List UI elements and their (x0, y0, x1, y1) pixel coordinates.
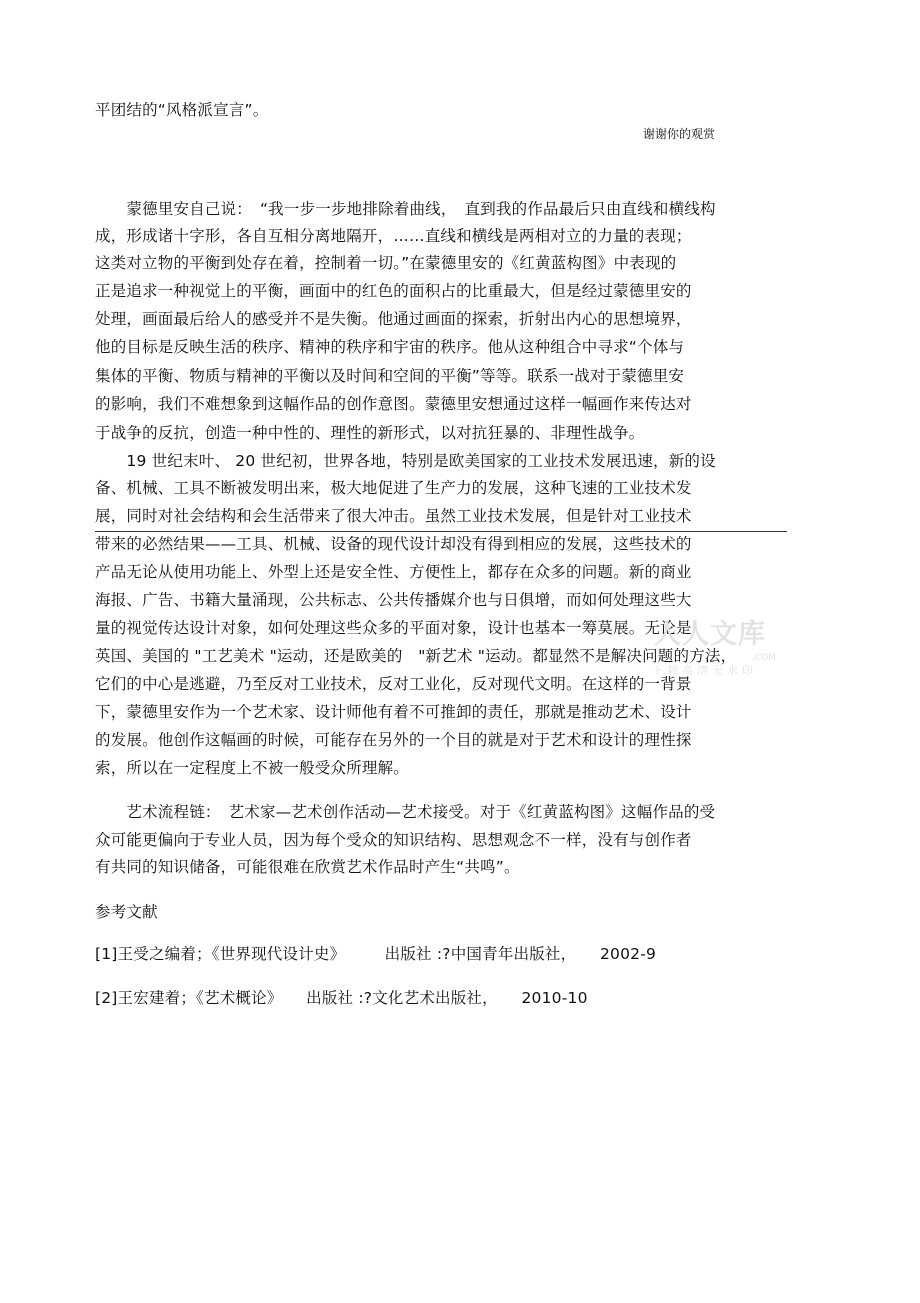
paragraph-2-line: 带来的必然结果——工具、机械、设备的现代设计却没有得到相应的发展，这些技术的 (95, 535, 692, 553)
paragraph-1-line: 蒙德里安自己说： “我一步一步地排除着曲线， 直到我的作品最后只由直线和横线构 (95, 200, 716, 218)
paragraph-2-line: 19 世纪末叶、 20 世纪初，世界各地，特别是欧美国家的工业技术发展迅速，新的设 (95, 452, 716, 470)
paragraph-2-line: 英国、美国的 "工艺美术 "运动，还是欧美的 "新艺术 "运动。都显然不是解决问题的方法， (95, 647, 737, 665)
paragraph-1-line: 他的目标是反映生活的秩序、精神的秩序和宇宙的秩序。他从这种组合中寻求“个体与 (95, 338, 685, 356)
paragraph-3-line: 艺术流程链： 艺术家—艺术创作活动—艺术接受。对于《红黄蓝构图》这幅作品的受 (95, 803, 716, 821)
paragraph-1-line: 处理，画面最后给人的感受并不是失衡。他通过画面的探索，折射出内心的思想境界， (95, 310, 692, 328)
paragraph-2-line: 产品无论从使用功能上、外型上还是安全性、方便性上，都存在众多的问题。新的商业 (95, 563, 692, 581)
paragraph-1-line: 正是追求一种视觉上的平衡，画面中的红色的面积占的比重最大，但是经过蒙德里安的 (95, 282, 692, 300)
paragraph-3-line: 众可能更偏向于专业人员，因为每个受众的知识结构、思想观念不一样，没有与创作者 (95, 831, 692, 849)
reference-item: [1]王受之编着；《世界现代设计史》 出版社 :?中国青年出版社， 2002-9 (95, 945, 657, 963)
paragraph-3-line: 有共同的知识储备，可能很难在欣赏艺术作品时产生“共鸣”。 (95, 858, 520, 876)
paragraph-2-line: 下，蒙德里安作为一个艺术家、设计师他有着不可推卸的责任，那就是推动艺术、设计 (95, 703, 692, 721)
watermark-subtitle: 下载高清无水印 (652, 664, 757, 677)
paragraph-1-line: 于战争的反抗，创造一种中性的、理性的新形式，以对抗狂暴的、非理性战争。 (95, 424, 645, 442)
watermark-title: 人人文库 (654, 619, 766, 650)
references-heading: 参考文献 (95, 903, 158, 921)
paragraph-1-line: 的影响，我们不难想象到这幅作品的创作意图。蒙德里安想通过这样一幅画作来传达对 (95, 395, 692, 413)
thanks-note: 谢谢你的观赏 (643, 127, 716, 141)
paragraph-2-line: 的发展。他创作这幅画的时候，可能存在另外的一个目的就是对于艺术和设计的理性探 (95, 731, 692, 749)
horizontal-rule (95, 531, 787, 532)
paragraph-2-line: 展，同时对社会结构和会生活带来了很大冲击。虽然工业技术发展，但是针对工业技术 (95, 507, 692, 525)
paragraph-2-line: 海报、广告、书籍大量涌现，公共标志、公共传播媒介也与日俱增，而如何处理这些大 (95, 591, 692, 609)
paragraph-1-line: 集体的平衡、物质与精神的平衡以及时间和空间的平衡”等等。联系一战对于蒙德里安 (95, 367, 685, 385)
top-line: 平团结的“风格派宣言”。 (95, 101, 269, 119)
watermark-domain: .COM (752, 653, 776, 663)
paragraph-1-line: 这类对立物的平衡到处存在着，控制着一切。”在蒙德里安的《红黄蓝构图》中表现的 (95, 254, 677, 272)
paragraph-2-line: 备、机械、工具不断被发明出来，极大地促进了生产力的发展，这种飞速的工业技术发 (95, 479, 692, 497)
reference-item: [2]王宏建着；《艺术概论》 出版社 :?文化艺术出版社， 2010-10 (95, 989, 588, 1007)
paragraph-2-line: 量的视觉传达设计对象，如何处理这些众多的平面对象，设计也基本一筹莫展。无论是 (95, 619, 692, 637)
paragraph-2-line: 它们的中心是逃避，乃至反对工业技术，反对工业化，反对现代文明。在这样的一背景 (95, 675, 692, 693)
paragraph-2-line: 索，所以在一定程度上不被一般受众所理解。 (95, 759, 410, 777)
paragraph-1-line: 成，形成诸十字形，各自互相分离地隔开，……直线和横线是两相对立的力量的表现； (95, 227, 692, 245)
